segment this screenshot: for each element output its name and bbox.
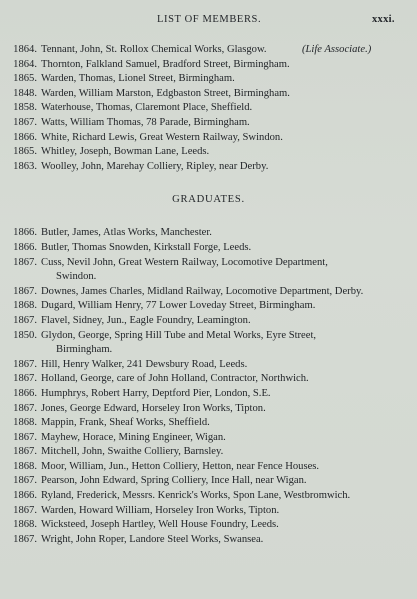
- entry-year: 1867.: [13, 446, 37, 458]
- running-header: [0, 14, 417, 30]
- list-entry: [0, 489, 417, 504]
- entry-text: Downes, James Charles, Midland Railway, Locomotive Department, Derby.: [41, 285, 364, 297]
- list-entry: [0, 504, 417, 519]
- entry-year: 1868.: [13, 460, 37, 472]
- list-entry: [0, 518, 417, 533]
- entry-year: 1848.: [13, 87, 37, 99]
- entry-text: Dugard, William Henry, 77 Lower Loveday Street, Birmingham.: [41, 300, 316, 312]
- list-entry: [0, 402, 417, 417]
- list-entry: [0, 460, 417, 475]
- entry-text: Watts, William Thomas, 78 Parade, Birmingham.: [41, 116, 250, 128]
- entry-year: 1868.: [13, 300, 37, 312]
- entry-year: 1850.: [13, 329, 37, 341]
- list-entry: [0, 160, 417, 175]
- list-entry: [0, 131, 417, 146]
- entry-year: 1867.: [13, 285, 37, 297]
- entry-year: 1858.: [13, 102, 37, 114]
- entry-text: Warden, Howard William, Horseley Iron Works, Tipton.: [41, 504, 280, 516]
- list-entry: [0, 256, 417, 285]
- list-entry: [0, 58, 417, 73]
- page-number: xxxi.: [372, 14, 395, 25]
- entry-text: Pearson, John Edward, Spring Colliery, Ince Hall, near Wigan.: [41, 475, 307, 487]
- entry-note: (Life Associate.): [302, 44, 372, 55]
- entry-text: Holland, George, care of John Holland, Contractor, Northwich.: [41, 373, 309, 385]
- entry-text: Hill, Henry Walker, 241 Dewsbury Road, Leeds.: [41, 358, 248, 370]
- list-entry: [0, 474, 417, 489]
- entry-text: Glydon, George, Spring Hill Tube and Metal Works, Eyre Street,: [41, 329, 317, 341]
- entry-text: Jones, George Edward, Horseley Iron Works, Tipton.: [41, 402, 266, 414]
- entry-text: Thornton, Falkland Samuel, Bradford Street, Birmingham.: [41, 58, 290, 70]
- members-list: [0, 43, 417, 174]
- entry-year: 1867.: [13, 256, 37, 268]
- list-entry: [0, 533, 417, 548]
- entry-year: 1865.: [13, 146, 37, 158]
- entry-year: 1864.: [13, 44, 37, 55]
- entry-year: 1867.: [13, 116, 37, 128]
- entry-text: Flavel, Sidney, Jun., Eagle Foundry, Leamington.: [41, 314, 251, 326]
- page-title: LIST OF MEMBERS.: [157, 14, 262, 25]
- entry-text: Warden, Thomas, Lionel Street, Birmingham.: [41, 73, 235, 85]
- entry-continuation: Swindon.: [56, 271, 97, 283]
- list-entry: [0, 416, 417, 431]
- entry-year: 1866.: [13, 131, 37, 143]
- list-entry: [0, 372, 417, 387]
- list-entry: [0, 145, 417, 160]
- entry-year: 1866.: [13, 387, 37, 399]
- entry-text: Butler, Thomas Snowden, Kirkstall Forge, Leeds.: [41, 241, 252, 253]
- list-entry: [0, 87, 417, 102]
- entry-year: 1866.: [13, 490, 37, 502]
- entry-year: 1867.: [13, 358, 37, 370]
- entry-year: 1867.: [13, 402, 37, 414]
- entry-text: White, Richard Lewis, Great Western Railway, Swindon.: [41, 131, 283, 143]
- entry-text: Wicksteed, Joseph Hartley, Well House Foundry, Leeds.: [41, 519, 279, 531]
- entry-text: Tennant, John, St. Rollox Chemical Works, Glasgow.: [41, 44, 267, 55]
- entry-text: Mappin, Frank, Sheaf Works, Sheffield.: [41, 417, 210, 429]
- entry-year: 1867.: [13, 475, 37, 487]
- entry-text: Warden, William Marston, Edgbaston Street, Birmingham.: [41, 87, 290, 99]
- list-entry: [0, 299, 417, 314]
- entry-text: Mayhew, Horace, Mining Engineer, Wigan.: [41, 431, 226, 443]
- list-entry: [0, 226, 417, 241]
- list-entry: [0, 241, 417, 256]
- entry-text: Mitchell, John, Swaithe Colliery, Barnsley.: [41, 446, 224, 458]
- entry-year: 1863.: [13, 160, 37, 172]
- list-entry: [0, 285, 417, 300]
- entry-year: 1866.: [13, 241, 37, 253]
- entry-year: 1868.: [13, 519, 37, 531]
- entry-year: 1864.: [13, 58, 37, 70]
- graduates-heading: GRADUATES.: [172, 194, 245, 206]
- entry-text: Humphrys, Robert Harry, Deptford Pier, London, S.E.: [41, 387, 271, 399]
- list-entry: [0, 314, 417, 329]
- entry-text: Moor, William, Jun., Hetton Colliery, Hetton, near Fence Houses.: [41, 460, 320, 472]
- list-entry: [0, 116, 417, 131]
- entry-continuation: Birmingham.: [56, 344, 113, 356]
- entry-text: Waterhouse, Thomas, Claremont Place, Sheffield.: [41, 102, 253, 114]
- list-entry: [0, 43, 417, 58]
- graduates-list: [0, 226, 417, 547]
- list-entry: [0, 72, 417, 87]
- entry-text: Cuss, Nevil John, Great Western Railway, Locomotive Department,: [41, 256, 328, 268]
- entry-year: 1867.: [13, 373, 37, 385]
- list-entry: [0, 387, 417, 402]
- list-entry: [0, 431, 417, 446]
- list-entry: [0, 445, 417, 460]
- entry-year: 1867.: [13, 504, 37, 516]
- entry-text: Butler, James, Atlas Works, Manchester.: [41, 227, 212, 239]
- list-entry: [0, 101, 417, 116]
- entry-text: Whitley, Joseph, Bowman Lane, Leeds.: [41, 146, 210, 158]
- entry-year: 1868.: [13, 417, 37, 429]
- list-entry: [0, 358, 417, 373]
- entry-text: Ryland, Frederick, Messrs. Kenrick's Works, Spon Lane, Westbromwich.: [41, 490, 351, 502]
- entry-text: Woolley, John, Marehay Colliery, Ripley, near Derby.: [41, 160, 269, 172]
- entry-year: 1867.: [13, 533, 37, 545]
- entry-year: 1867.: [13, 431, 37, 443]
- list-entry: [0, 329, 417, 358]
- entry-text: Wright, John Roper, Landore Steel Works, Swansea.: [41, 533, 264, 545]
- entry-year: 1865.: [13, 73, 37, 85]
- entry-year: 1867.: [13, 314, 37, 326]
- entry-year: 1866.: [13, 227, 37, 239]
